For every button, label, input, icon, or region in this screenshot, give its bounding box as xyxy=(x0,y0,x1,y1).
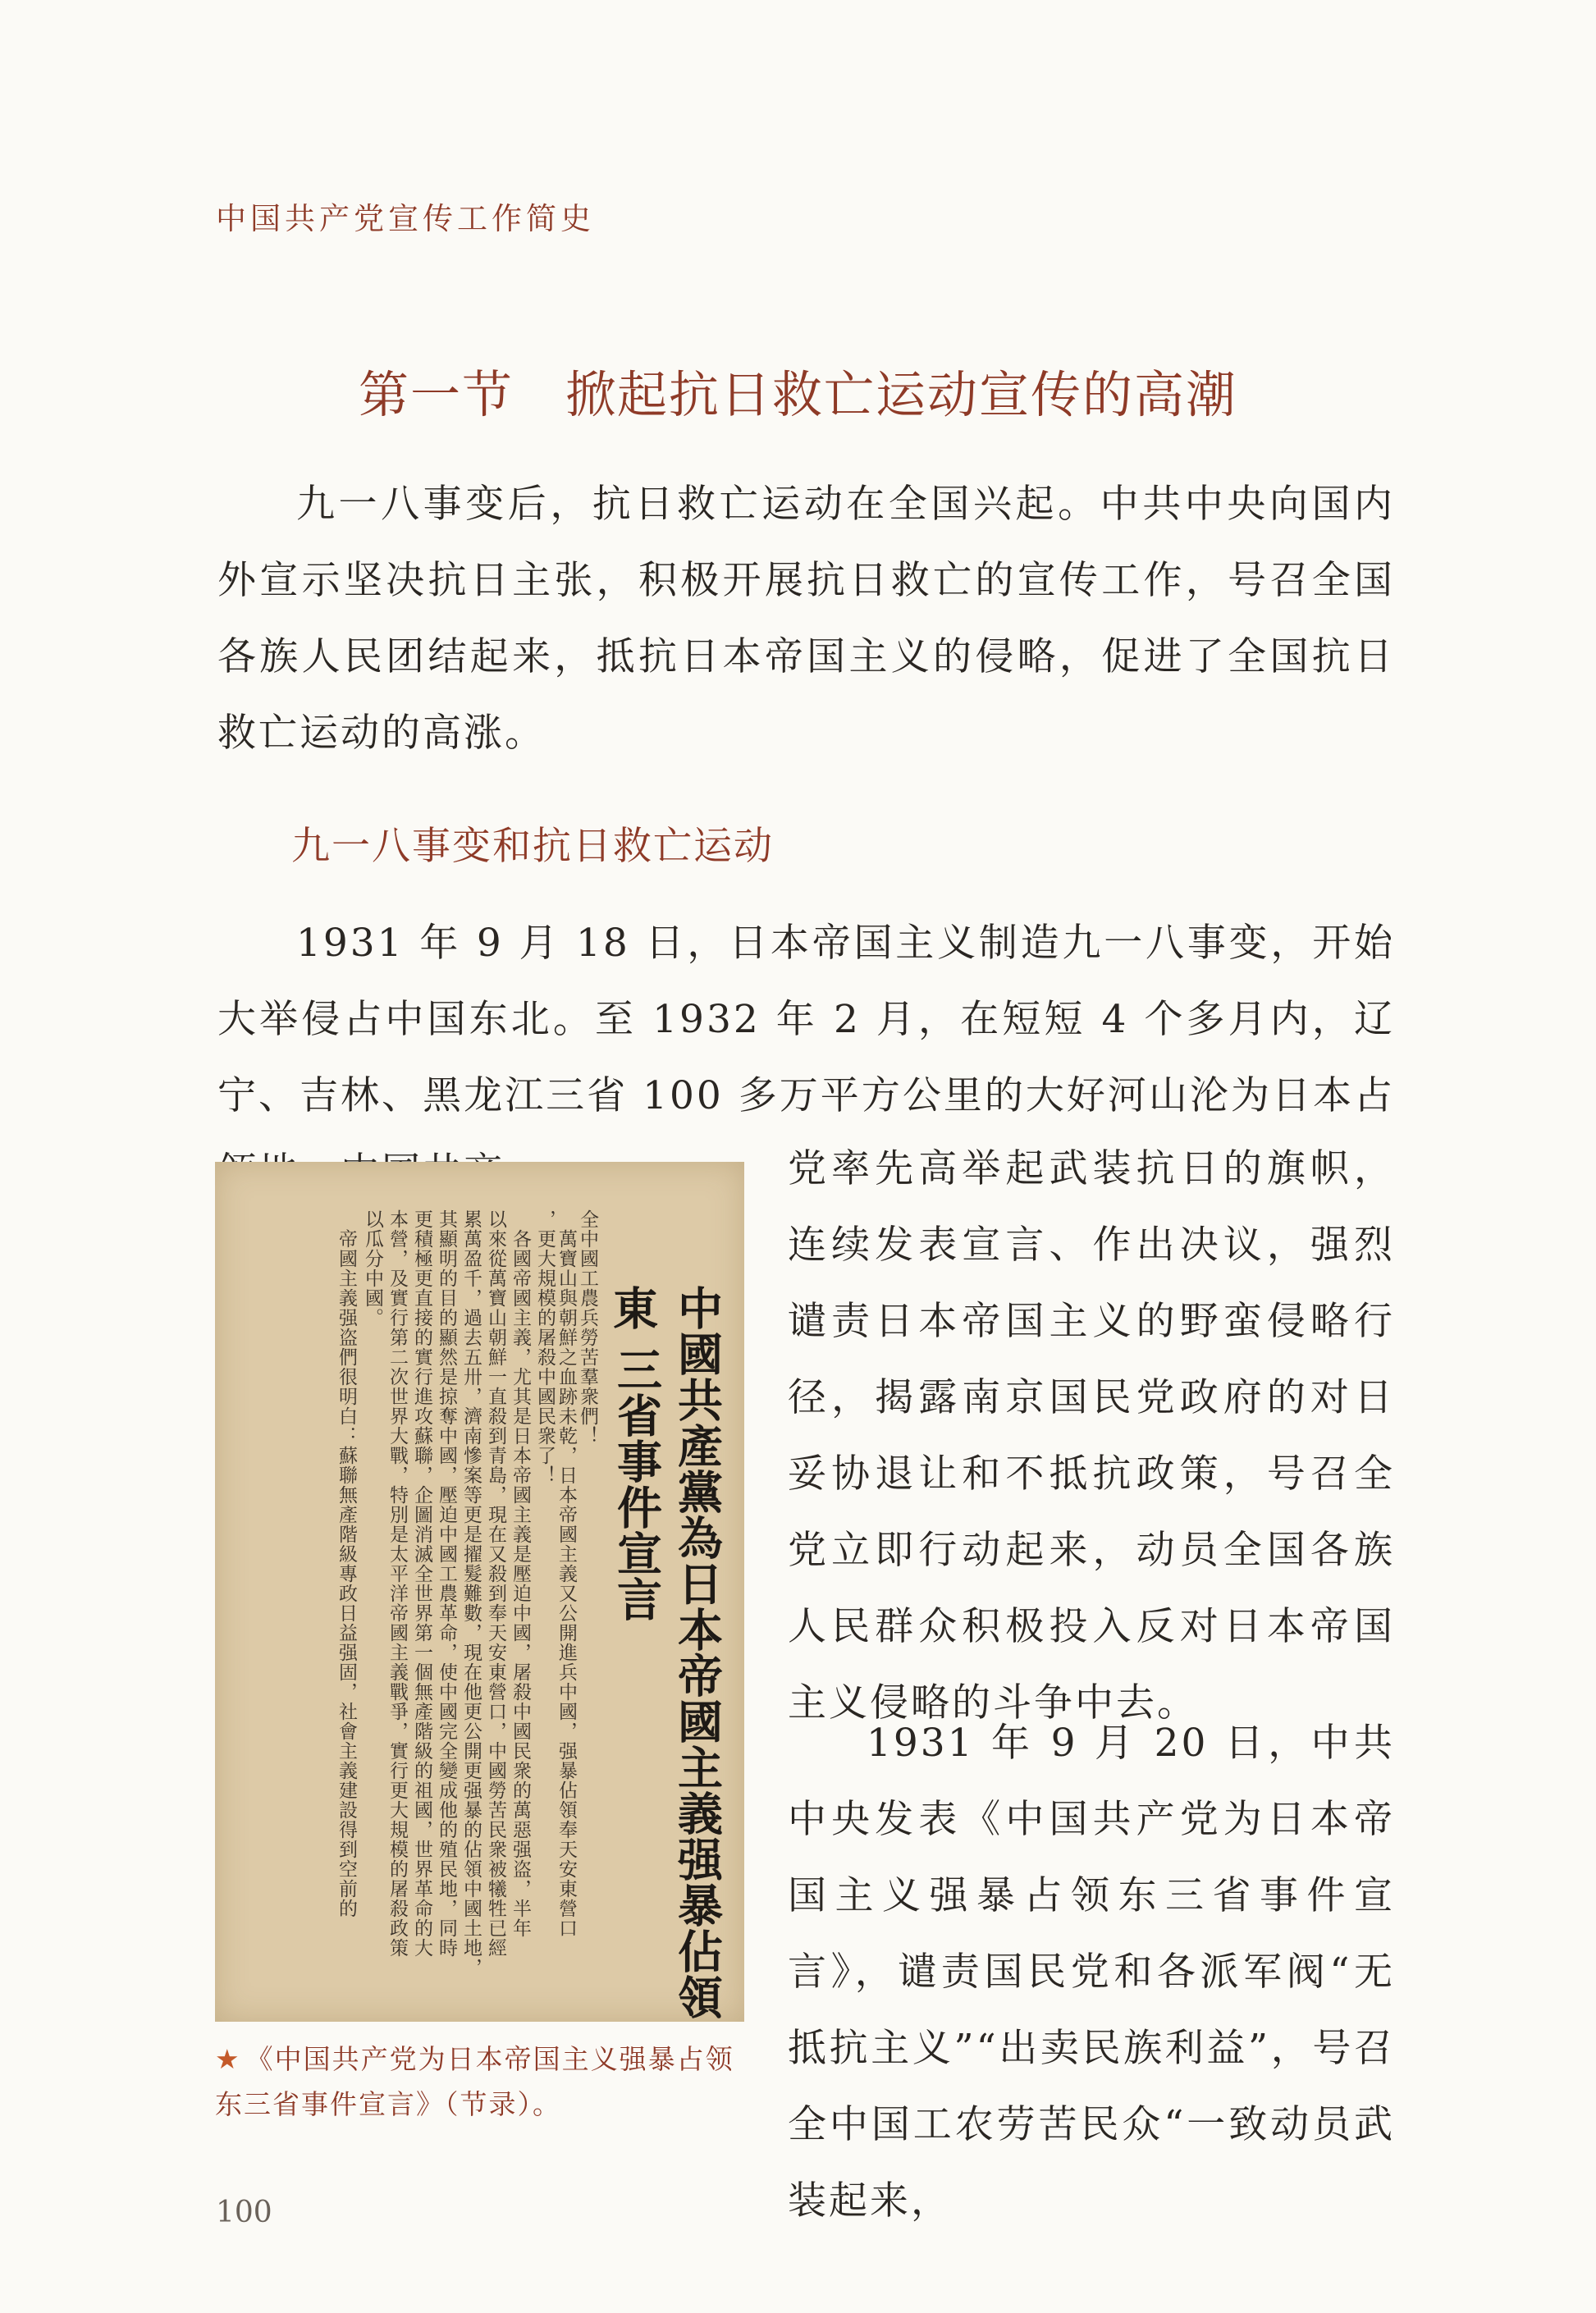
subheading: 九一八事变和抗日救亡运动 xyxy=(291,824,774,869)
body-paragraph-1: 1931 年 9 月 18 日，日本帝国主义制造九一八事变，开始大举侵占中国东北。至 1932 年 2 月，在短短 4 个多月内，辽宁、吉林、黑龙江三省 100 多万平方公里的大好河山沦为日本占 xyxy=(217,921,1395,1118)
intro-paragraph: 九一八事变后，抗日救亡运动在全国兴起。中共中央向国内外宣示坚决抗日主张，积极开展抗日救亡的宣传工作，号召全国各族人民团结起来，抵抗日本帝国主义的侵略，促进了全国抗日救亡运动的高涨。 xyxy=(217,482,1395,756)
section-title: 第一节 掀起抗日救亡运动宣传的高潮 xyxy=(358,366,1237,424)
document-column: 各國帝國主義，尤其是日本帝國主義是壓迫中國，屠殺中國民衆的萬惡强盗，半年 xyxy=(510,1209,531,1938)
document-column: 其顯明的目的顯然是掠奪中國，壓迫中國工農革命，使中國完全變成他的殖民地，同時 xyxy=(436,1209,457,1958)
document-title-line-1: 中國共產黨為日本帝國主義强暴佔領東 xyxy=(606,1285,724,2020)
figure-caption xyxy=(215,2036,757,2127)
document-column: 更積極更直接的實行進攻蘇聯，企圖消滅全世界第一個無產階級的祖國，世界革命的大 xyxy=(411,1209,432,1958)
running-head: 中国共产党宣传工作简史 xyxy=(216,201,595,236)
document-column: ，更大規模的屠殺中國民衆了！ xyxy=(534,1209,556,1485)
document-column: 全中國工農兵勞苦羣衆們！ xyxy=(577,1209,598,1446)
document-title-line-2: 三省事件宣言 xyxy=(610,1346,663,1622)
star-icon: ★ xyxy=(215,2043,241,2075)
historical-document-image xyxy=(215,1162,744,2022)
document-column: 帝國主義强盗們很明白：蘇聯無產階級專政日益强固，社會主義建設得到空前的 xyxy=(336,1209,357,1918)
document-column: 本營，及實行第二次世界大戰，特別是太平洋帝國主義戰爭，實行更大規模的屠殺政策 xyxy=(386,1209,408,1958)
document-column: 累萬盈千，過去五卅，濟南慘案等更是擢髮難數，現在他更公開更强暴的佔領中國土地， xyxy=(460,1209,482,1977)
body-paragraph-3: 1931 年 9 月 20 日，中共中央发表《中国共产党为日本帝国主义强暴占领东三省事件宣言》，谴责国民党和各派军阀“无抵抗主义”“出卖民族利益”，号召全中国工农劳苦民众“一致动员武装起来， xyxy=(788,1721,1395,2224)
document-column: 以來從萬寶山朝鮮一直殺到青島，現在又殺到奉天安東營口，中國勞苦民衆被犧牲已經 xyxy=(485,1209,506,1958)
document-column: 萬寶山與朝鮮之血跡未乾，日本帝國主義又公開進兵中國，强暴佔領奉天安東營口 xyxy=(556,1209,577,1938)
caption-text: 《中国共产党为日本帝国主义强暴占领东三省事件宣言》（节录）。 xyxy=(215,2043,734,2120)
body-paragraph-2: 党率先高举起武装抗日的旗帜，连续发表宣言、作出决议，强烈谴责日本帝国主义的野蛮侵略行径，揭露南京国民党政府的对日妥协退让和不抵抗政策，号召全党立即行动起来，动员全国各族人民群众积极投入反对日本帝国主义侵略的斗争中去。 xyxy=(788,1146,1395,1726)
page-number: 100 xyxy=(216,2196,272,2229)
document-column: 以瓜分中國。 xyxy=(362,1209,383,1328)
